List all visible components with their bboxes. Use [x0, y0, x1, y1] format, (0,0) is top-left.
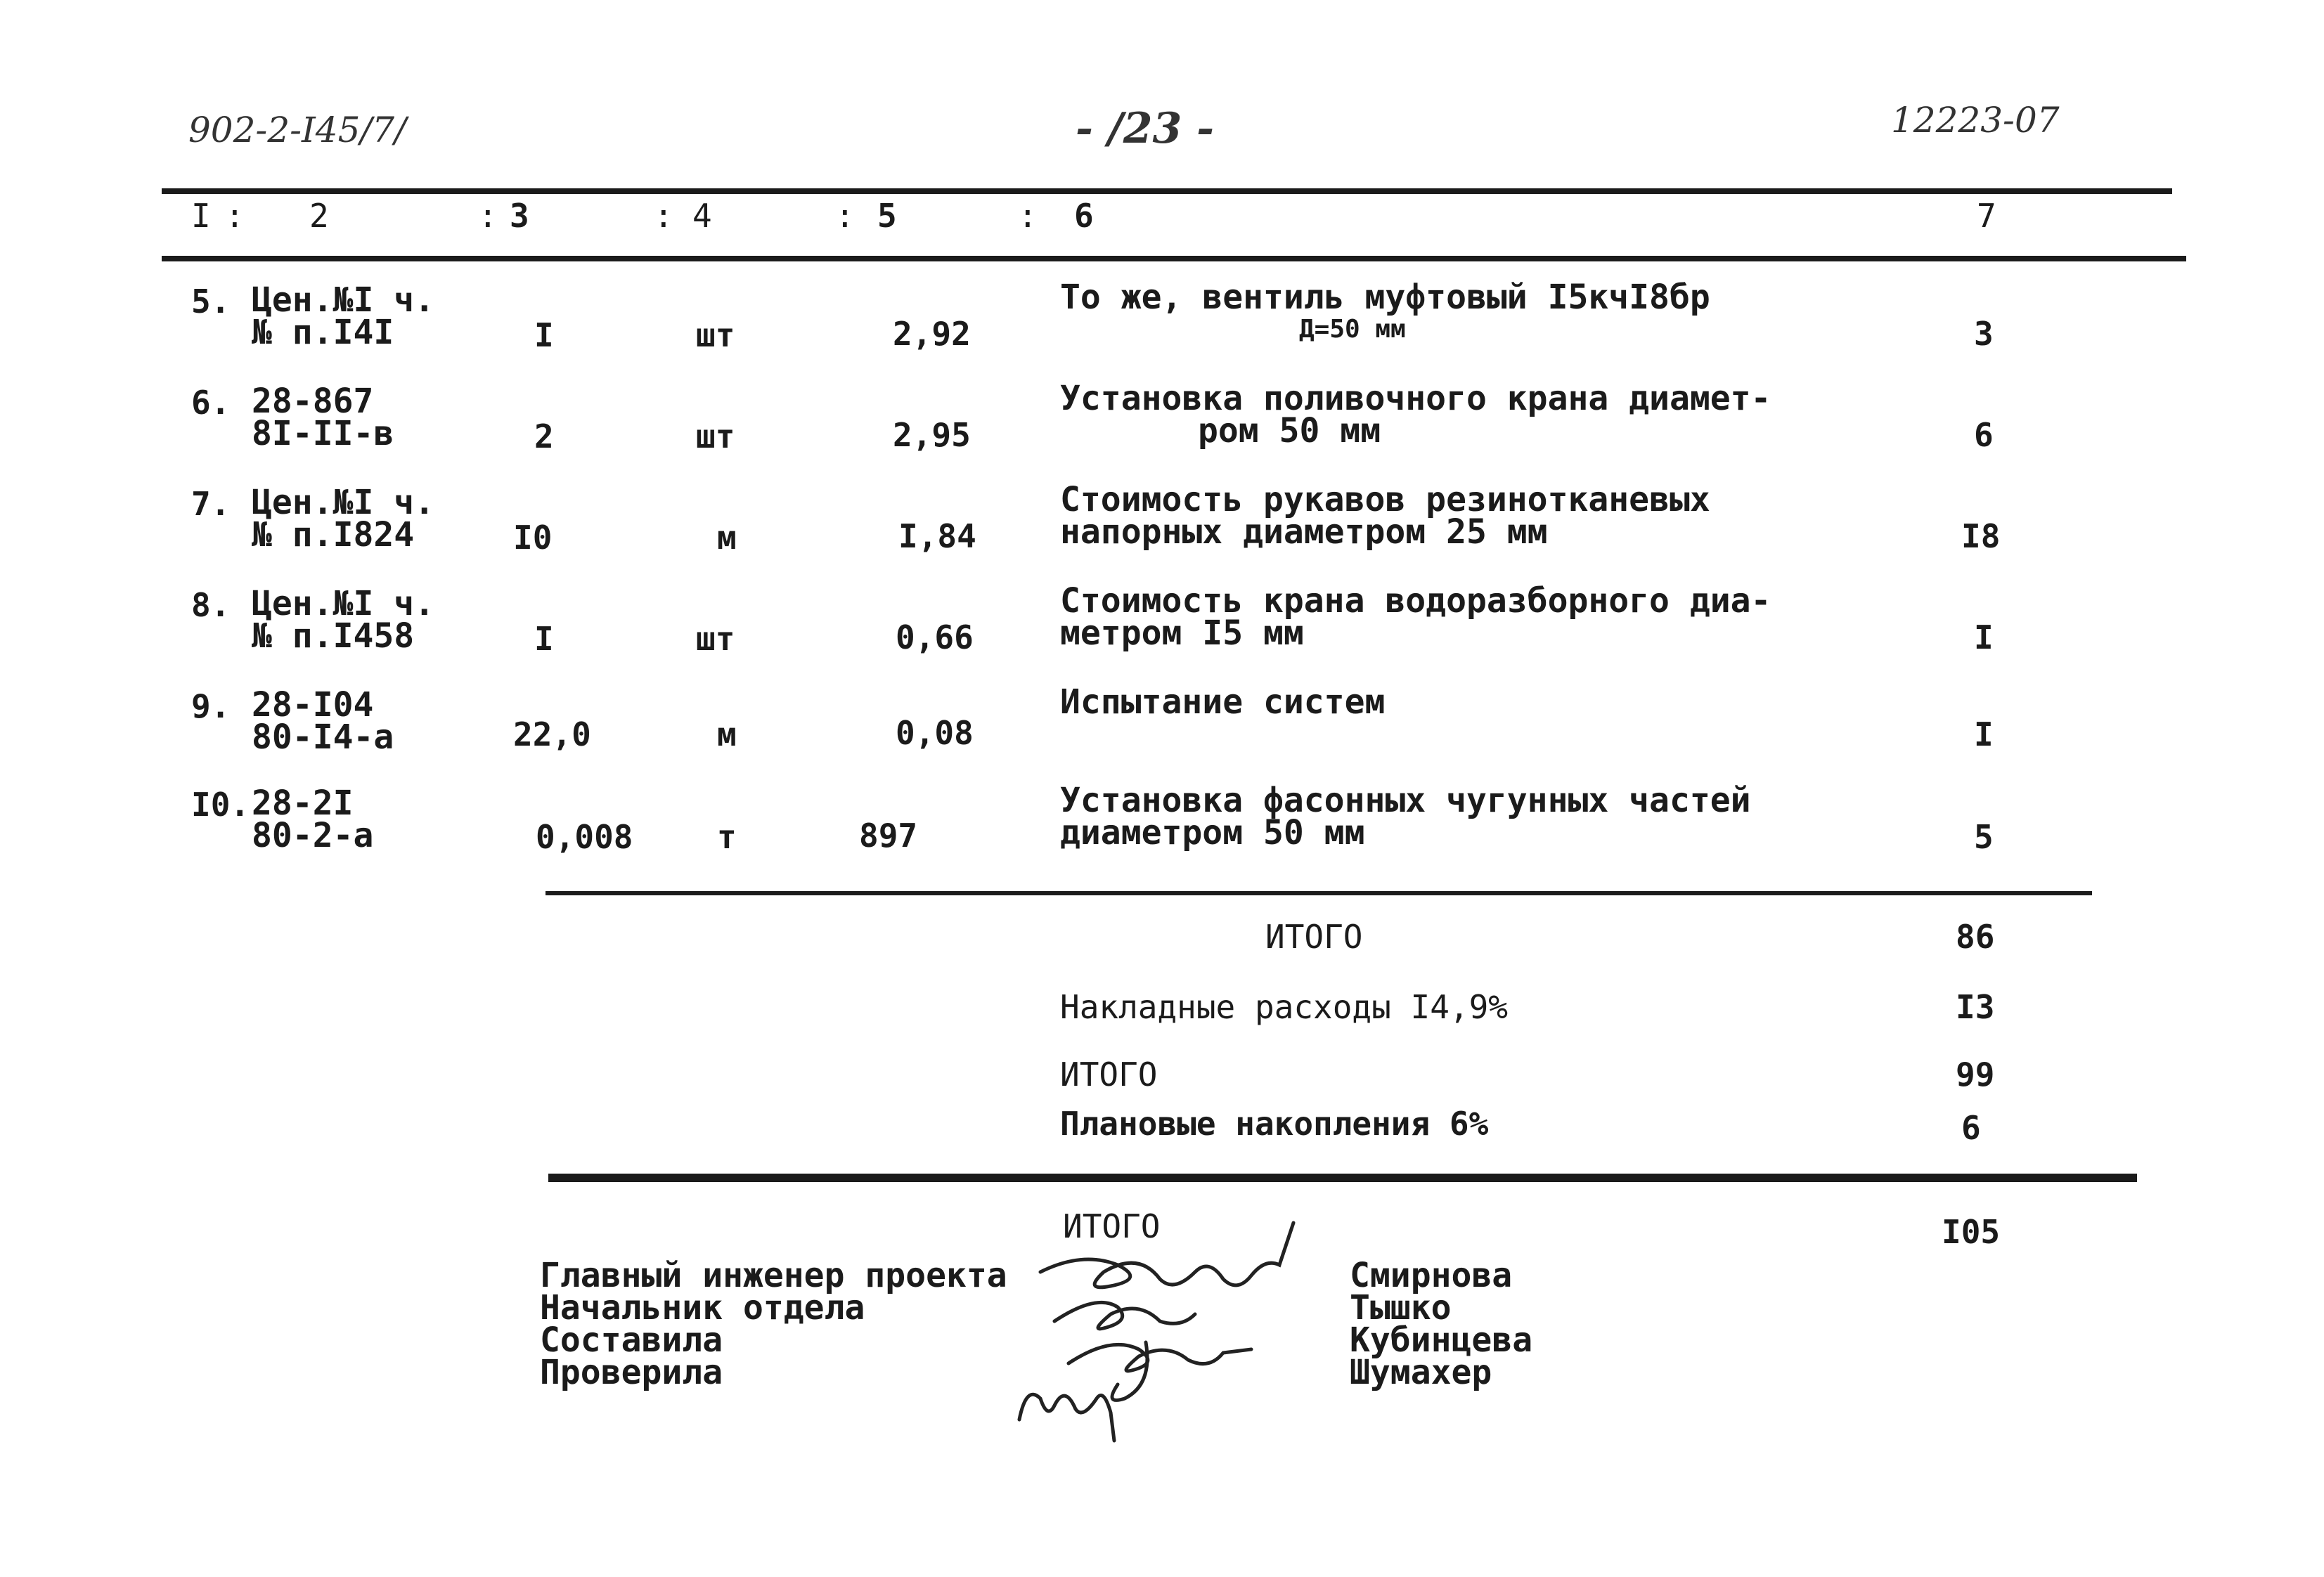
row-description-line2: метром I5 мм — [1060, 614, 1304, 653]
summary-label: ИТОГО — [1265, 918, 1363, 956]
row-number: 8. — [191, 586, 231, 624]
col-header-2: 2 — [309, 197, 329, 235]
row-quantity: 2 — [534, 417, 554, 455]
role-chief-engineer: Главный инженер проекта — [540, 1256, 1007, 1295]
summary-label: ИТОГО — [1060, 1056, 1158, 1093]
role-compiled-by: Составила — [540, 1320, 723, 1360]
name-shumakher: Шумахер — [1350, 1353, 1492, 1392]
row-code-line1: 28-I04 — [252, 685, 374, 725]
row-description-line2: Испытание систем — [1060, 682, 1386, 722]
row-price: 0,08 — [896, 714, 974, 752]
row-number: 5. — [191, 283, 231, 320]
row-unit: шт — [696, 620, 735, 658]
header-bottom-rule — [162, 256, 2186, 261]
row-total: 3 — [1974, 315, 1994, 353]
header-top-rule — [162, 188, 2172, 194]
name-smirnova: Смирнова — [1350, 1256, 1513, 1295]
row-total: I — [1974, 715, 1994, 753]
row-unit: т — [717, 818, 737, 856]
row-unit: шт — [696, 417, 735, 455]
row-description-line2: ром 50 мм — [1198, 411, 1381, 450]
signature-roles — [540, 1256, 1007, 1392]
row-total: 6 — [1974, 416, 1994, 454]
row-total: I8 — [1961, 517, 2001, 555]
row-number: 6. — [191, 384, 231, 422]
row-description-line2: напорных диаметром 25 мм — [1060, 512, 1548, 552]
row-description-line2: Д=50 мм — [1299, 315, 1406, 344]
row-code-line2: № п.I458 — [252, 616, 415, 656]
row-code-line1: Цен.№I ч. — [252, 483, 435, 522]
row-description-line1: Установка поливочного крана диамет- — [1060, 379, 1771, 418]
col-header-4: 4 — [692, 197, 712, 235]
row-quantity: I — [534, 620, 554, 658]
row-price: I,84 — [898, 517, 976, 555]
row-price: 0,66 — [896, 618, 974, 656]
col-header-6: 6 — [1074, 197, 1094, 235]
row-quantity: 22,0 — [513, 715, 591, 753]
row-code-line1: Цен.№I ч. — [252, 280, 435, 320]
final-total-label: ИТОГО — [1063, 1207, 1161, 1245]
role-department-head: Начальник отдела — [540, 1288, 865, 1328]
row-code-line1: 28-2I — [252, 784, 354, 823]
summary-top-rule — [546, 891, 2092, 895]
row-price: 2,95 — [893, 416, 971, 454]
row-quantity: I — [534, 316, 554, 354]
summary-label: Накладные расходы I4,9% — [1060, 988, 1508, 1026]
row-code-line2: 8I-II-в — [252, 414, 394, 453]
row-price: 2,92 — [893, 315, 971, 353]
summary-value: 99 — [1956, 1056, 1995, 1093]
row-description-line1: Установка фасонных чугунных частей — [1060, 781, 1751, 820]
col-header-7: 7 — [1977, 197, 1996, 235]
summary-label: Плановые накопления 6% — [1060, 1105, 1489, 1143]
row-code-line1: Цен.№I ч. — [252, 584, 435, 623]
col-header-1: I — [191, 197, 211, 235]
document-code: 902-2-I45/7/ — [188, 110, 406, 150]
row-number: 9. — [191, 687, 231, 725]
summary-value: 86 — [1956, 918, 1995, 956]
role-checked-by: Проверила — [540, 1353, 723, 1392]
name-tyshko: Тышко — [1350, 1288, 1452, 1328]
handwritten-signatures — [998, 1209, 1350, 1462]
row-total: I — [1974, 618, 1994, 656]
row-number: 7. — [191, 485, 231, 523]
final-total-value: I05 — [1942, 1213, 2001, 1251]
row-code-line2: 80-2-а — [252, 816, 374, 855]
row-quantity: I0 — [513, 519, 553, 557]
col-header-3: 3 — [510, 197, 529, 235]
archive-number: 12223-07 — [1891, 100, 2060, 141]
row-description-line1: Стоимость рукавов резинотканевых — [1060, 480, 1710, 519]
row-code-line2: 80-I4-а — [252, 718, 394, 757]
row-description-line1: Стоимость крана водоразборного диа- — [1060, 581, 1771, 621]
row-total: 5 — [1974, 818, 1994, 856]
row-unit: м — [717, 715, 737, 753]
summary-bottom-rule — [548, 1174, 2137, 1182]
row-unit: м — [717, 519, 737, 557]
summary-value: I3 — [1956, 988, 1995, 1026]
row-code-line2: № п.I4I — [252, 313, 394, 352]
row-code-line1: 28-867 — [252, 382, 374, 421]
row-quantity: 0,008 — [536, 818, 633, 856]
row-code-line2: № п.I824 — [252, 515, 415, 554]
row-number: I0. — [191, 786, 250, 824]
row-unit: шт — [696, 316, 735, 354]
signature-names — [1350, 1256, 1533, 1392]
page-number: - /23 - — [1076, 104, 1214, 153]
row-price: 897 — [859, 817, 918, 855]
row-description-line1: То же, вентиль муфтовый I5кчI8бр — [1060, 278, 1710, 317]
name-kubintseva: Кубинцева — [1350, 1320, 1533, 1360]
row-description-line2: диаметром 50 мм — [1060, 813, 1365, 852]
summary-value: 6 — [1961, 1109, 1981, 1147]
col-header-5: 5 — [877, 197, 897, 235]
